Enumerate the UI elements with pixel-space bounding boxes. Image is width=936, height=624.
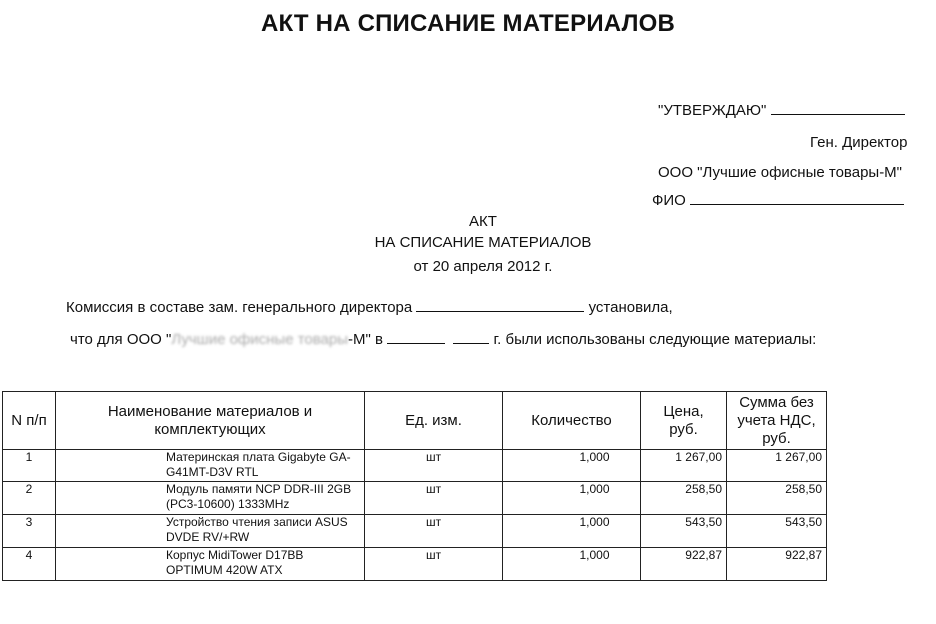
row-qty: 1,000 (503, 515, 641, 548)
row-sum: 258,50 (727, 482, 827, 515)
month-blank (387, 331, 445, 344)
fio-line (652, 192, 904, 209)
row-num: 1 (3, 450, 56, 482)
row-qty: 1,000 (503, 482, 641, 515)
row-num: 2 (3, 482, 56, 515)
row-num: 4 (3, 548, 56, 581)
row-price: 258,50 (641, 482, 727, 515)
header-name: Наименование материалов и комплектующих (56, 392, 365, 450)
redacted-company-name: Лучшие офисные товары (171, 331, 349, 348)
approve-line (658, 102, 905, 119)
header-price: Цена, руб. (641, 392, 727, 450)
table-row (3, 482, 827, 515)
commission-line-2 (70, 331, 816, 348)
table-header-row (3, 392, 827, 450)
row-name: Корпус MidiTower D17BB OPTIMUM 420W ATX (56, 548, 365, 581)
row-price: 1 267,00 (641, 450, 727, 482)
row-name: Устройство чтения записи ASUS DVDE RV/+RW (56, 515, 365, 548)
approve-signature-blank (771, 102, 905, 115)
approver-position: Ген. Директор (810, 134, 908, 151)
materials-table (2, 391, 827, 581)
row-unit: шт (365, 450, 503, 482)
row-name: Модуль памяти NCP DDR-III 2GB (PC3-10600) 1333MHz (56, 482, 365, 515)
table-row (3, 548, 827, 581)
row-price: 543,50 (641, 515, 727, 548)
header-num: N п/п (3, 392, 56, 450)
commission-text-3: что для ООО " (70, 331, 172, 348)
header-sum: Сумма без учета НДС, руб. (727, 392, 827, 450)
commission-text-5: г. были использованы следующие материалы: (493, 331, 817, 348)
commission-text-1: Комиссия в составе зам. генерального директора (66, 299, 413, 316)
row-num: 3 (3, 515, 56, 548)
fio-blank (690, 192, 904, 205)
fio-label: ФИО (652, 192, 686, 209)
document-title: АКТ НА СПИСАНИЕ МАТЕРИАЛОВ (260, 10, 676, 37)
act-line-1: АКТ (469, 213, 497, 230)
year-blank (453, 331, 489, 344)
commission-line-1 (66, 299, 673, 316)
table-row (3, 515, 827, 548)
row-qty: 1,000 (503, 450, 641, 482)
table-row (3, 450, 827, 482)
act-date: от 20 апреля 2012 г. (413, 258, 553, 275)
commission-text-2: установила, (588, 299, 673, 316)
row-unit: шт (365, 548, 503, 581)
row-name: Материнская плата Gigabyte GA-G41MT-D3V RTL (56, 450, 365, 482)
row-unit: шт (365, 482, 503, 515)
header-qty: Количество (503, 392, 641, 450)
row-qty: 1,000 (503, 548, 641, 581)
header-unit: Ед. изм. (365, 392, 503, 450)
deputy-name-blank (416, 299, 584, 312)
approve-label: "УТВЕРЖДАЮ" (658, 102, 767, 119)
commission-text-4: -М" в (348, 331, 383, 348)
row-sum: 543,50 (727, 515, 827, 548)
approver-company: ООО "Лучшие офисные товары-М" (658, 164, 903, 181)
row-sum: 1 267,00 (727, 450, 827, 482)
row-price: 922,87 (641, 548, 727, 581)
row-unit: шт (365, 515, 503, 548)
row-sum: 922,87 (727, 548, 827, 581)
act-line-2: НА СПИСАНИЕ МАТЕРИАЛОВ (374, 234, 592, 251)
